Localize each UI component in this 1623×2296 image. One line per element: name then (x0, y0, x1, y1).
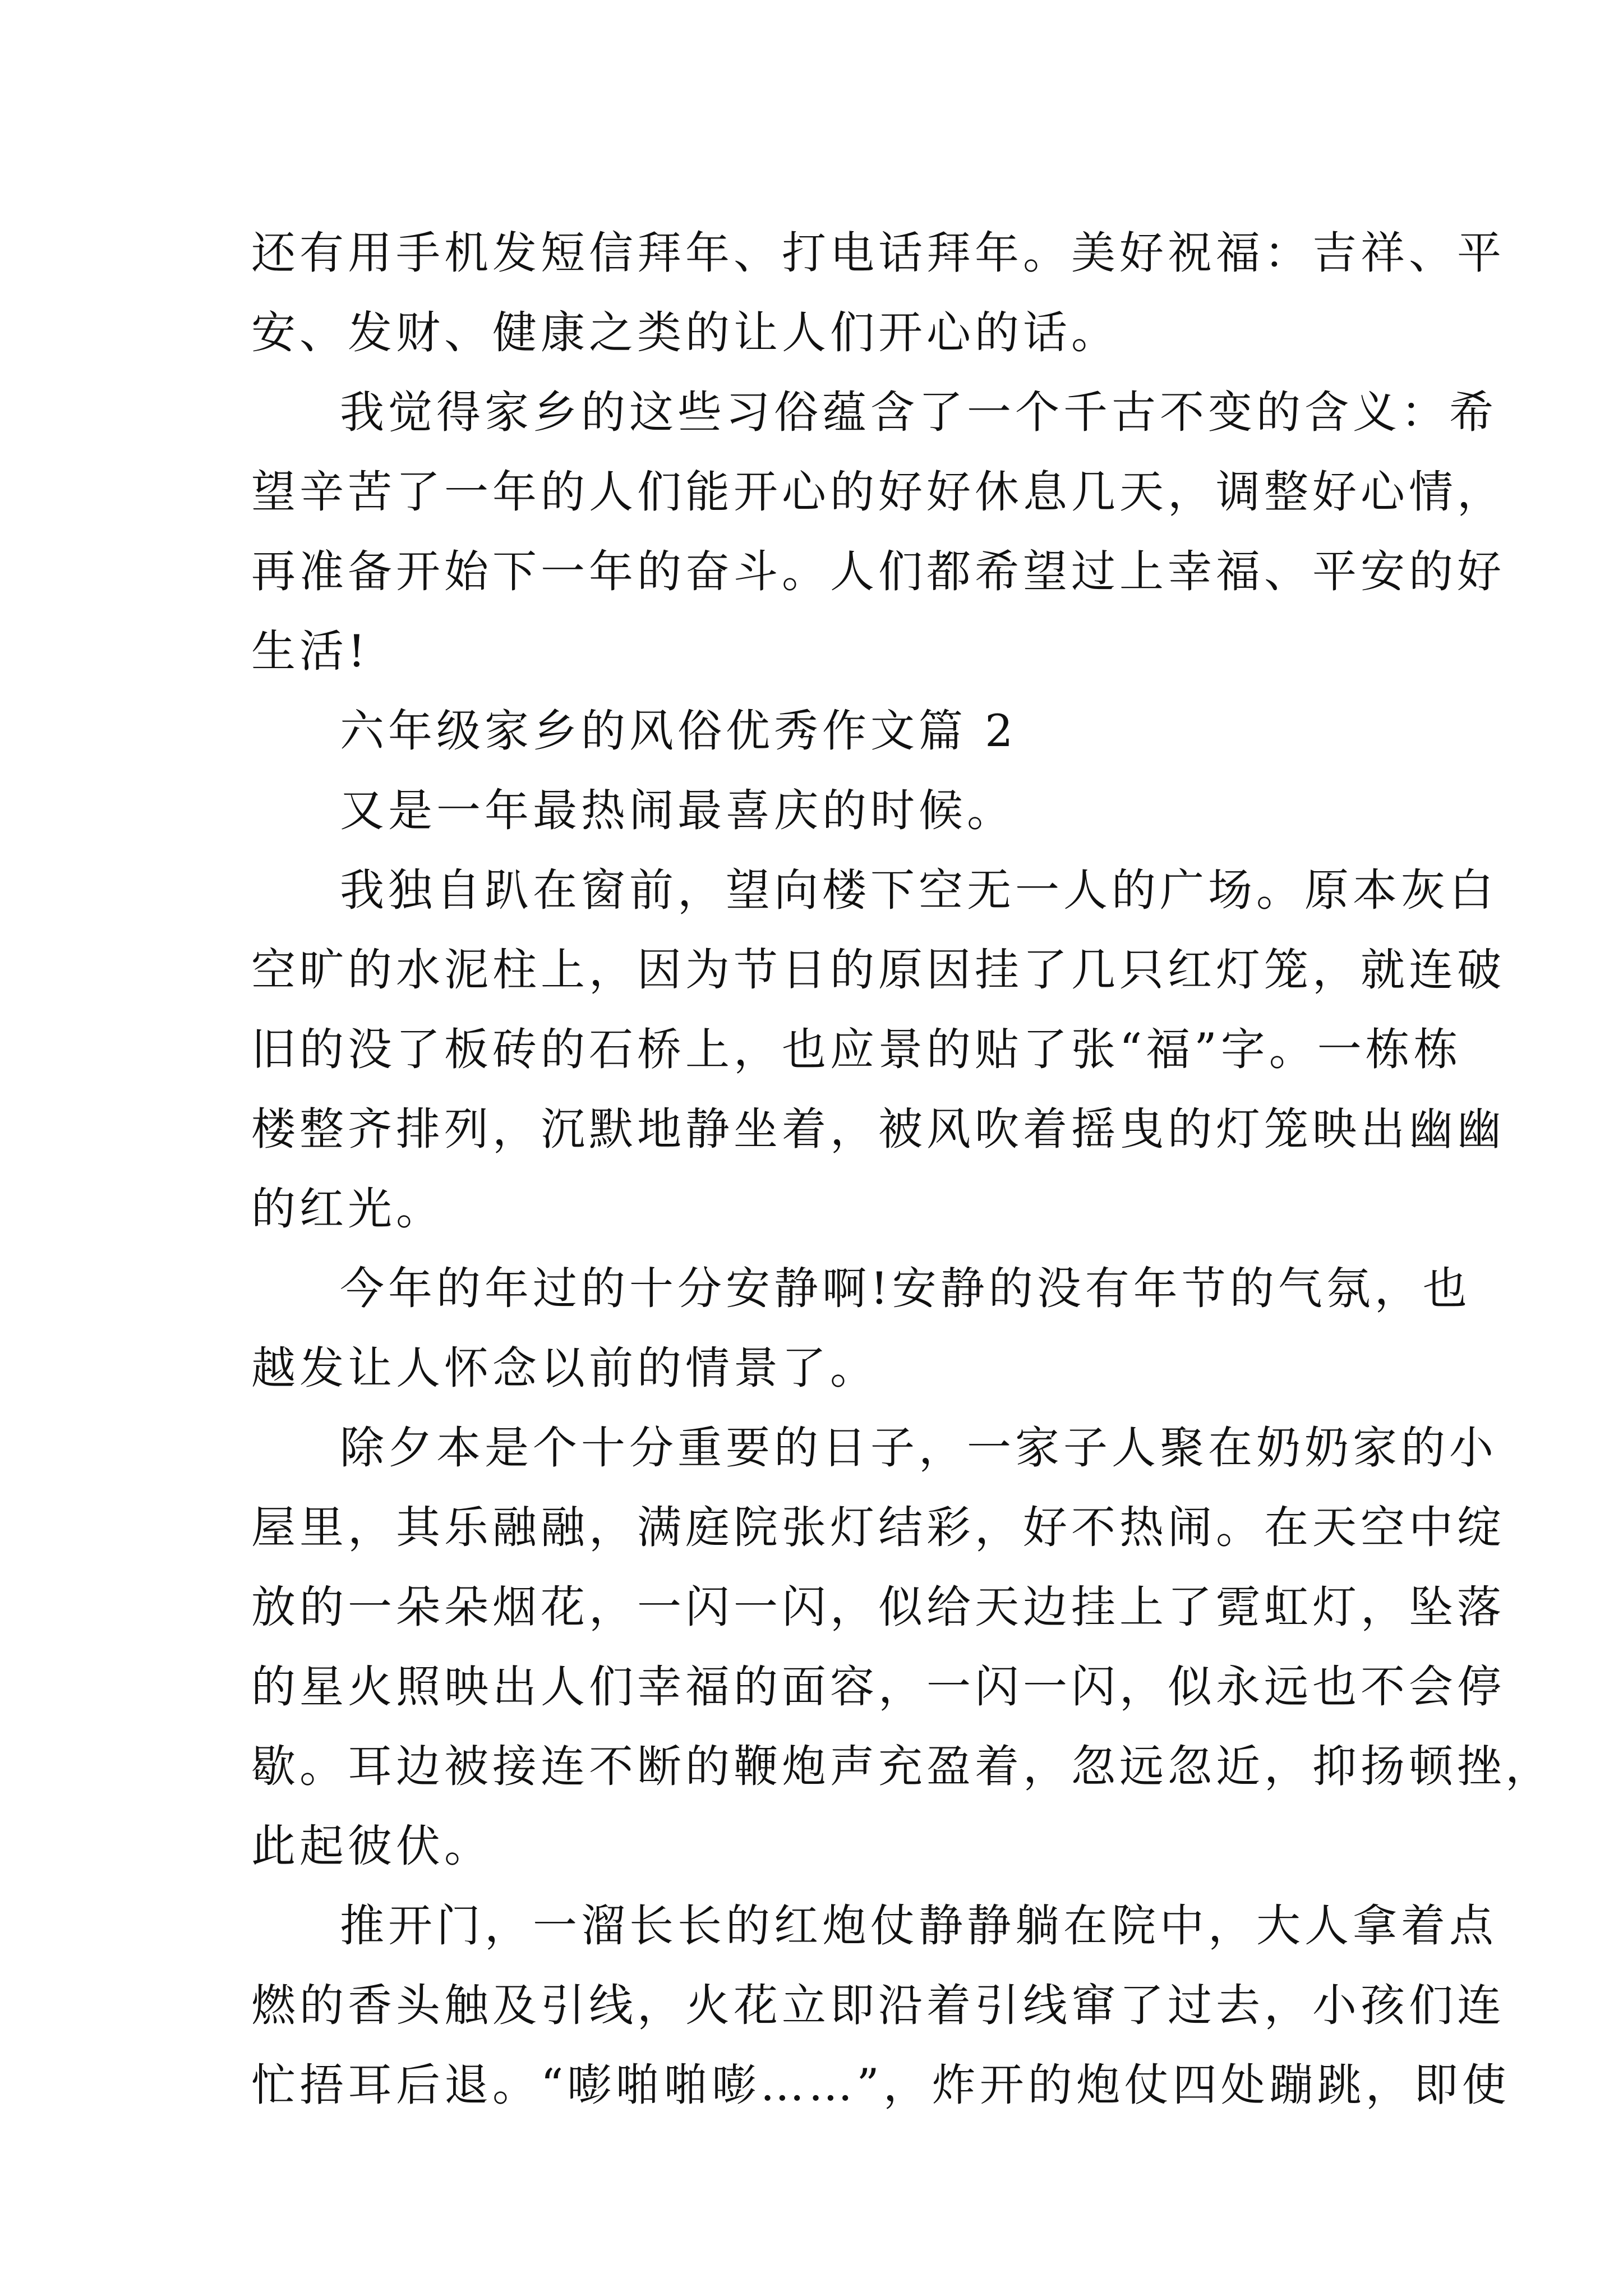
document-line: 忙捂耳后退。“嘭啪啪嘭……”，炸开的炮仗四处蹦跳，即使 (251, 2059, 1510, 2111)
document-line: 今年的年过的十分安静啊!安静的没有年节的气氛，也 (340, 1263, 1471, 1314)
document-line: 燃的香头触及引线，火花立即沿着引线窜了过去，小孩们连 (251, 1980, 1505, 2031)
document-line: 歇。耳边被接连不断的鞭炮声充盈着，忽远忽近，抑扬顿挫， (251, 1741, 1553, 1792)
document-line: 旧的没了板砖的石桥上，也应景的贴了张“福”字。一栋栋 (251, 1024, 1462, 1075)
document-line: 的红光。 (251, 1183, 444, 1235)
document-line: 越发让人怀念以前的情景了。 (251, 1342, 878, 1394)
document-line: 空旷的水泥柱上，因为节日的原因挂了几只红灯笼，就连破 (251, 944, 1505, 996)
document-line: 六年级家乡的风俗优秀作文篇 2 (340, 705, 1017, 757)
document-line: 推开门，一溜长长的红炮仗静静躺在院中，大人拿着点 (340, 1900, 1497, 1952)
document-line: 此起彼伏。 (251, 1820, 492, 1872)
document-line: 我独自趴在窗前，望向楼下空无一人的广场。原本灰白 (340, 864, 1497, 916)
document-body (251, 213, 1553, 2125)
document-line: 除夕本是个十分重要的日子，一家子人聚在奶奶家的小 (340, 1422, 1497, 1474)
document-line: 我觉得家乡的这些习俗蕴含了一个千古不变的含义：希 (340, 386, 1497, 438)
document-line: 楼整齐排列，沉默地静坐着，被风吹着摇曳的灯笼映出幽幽 (251, 1103, 1505, 1155)
document-line: 生活! (251, 625, 370, 677)
document-line: 还有用手机发短信拜年、打电话拜年。美好祝福：吉祥、平 (251, 227, 1505, 279)
document-line: 安、发财、健康之类的让人们开心的话。 (251, 307, 1119, 358)
document-line: 又是一年最热闹最喜庆的时候。 (340, 785, 1015, 836)
document-line: 的星火照映出人们幸福的面容，一闪一闪，似永远也不会停 (251, 1661, 1505, 1713)
document-line: 屋里，其乐融融，满庭院张灯结彩，好不热闹。在天空中绽 (251, 1502, 1505, 1553)
document-line: 放的一朵朵烟花，一闪一闪，似给天边挂上了霓虹灯，坠落 (251, 1581, 1505, 1633)
document-line: 望辛苦了一年的人们能开心的好好休息几天，调整好心情， (251, 466, 1505, 518)
document-line: 再准备开始下一年的奋斗。人们都希望过上幸福、平安的好 (251, 546, 1505, 597)
